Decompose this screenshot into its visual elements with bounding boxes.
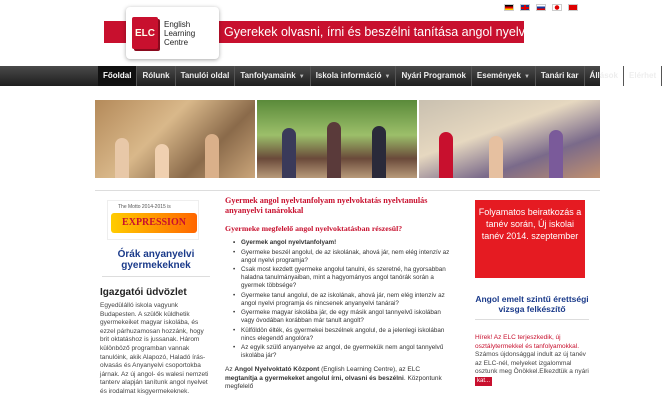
news-text: Számos újdonsággal indult az új tanév az ELC-nél, melyeket izgalommal osztunk meg Önökkel.Elkezdtük a nyári [475,351,589,376]
list-item: • Az egyik szülő anyanyelve az angol, de gyermekük nem angol tannyelvű iskolába jár? [225,344,451,360]
director-greeting-text: Egyedülálló iskola vagyunk Budapesten. A szülők küldhetik gyermekeiket magyar iskolába, és ezzel párhuzamosan hozzánk, hogy brit oktatáshoz is jussanak. Három különböző programban vannak tanulóink, akik Alapozó, Haladó írás-olvasás és Anyanyelvi csoportokba járnak. Az új angol- és walesi nemzeti tanterv alapján tanítunk angol nyelvet és irodalmat kisgyermekeknek. [100,302,209,395]
nav-label: Állások [589,71,619,80]
group-photo [257,100,417,178]
child-figure [439,132,453,178]
right-sidebar [475,200,589,386]
para-bold: Angol Nyelvoktató Központ [234,366,320,373]
para-text: . Központunk megfelelő [225,374,442,391]
motto-word: EXPRESSION [111,213,197,233]
child-figure [155,144,169,178]
banner-tagline: Gyerekek olvasni, írni és beszélni tanítása angol nyelven. [224,25,543,39]
list-item: • Gyermeke beszél angolul, de az iskolának, ahová jár, nem elég intenzív az angol nyelvi programja? [225,249,451,265]
nav-item-about[interactable] [137,66,175,86]
japanese-flag-icon[interactable] [552,4,562,11]
logo-line: English [164,19,191,29]
motto-banner[interactable] [107,200,199,240]
list-item: • Gyermeke magyar iskolába jár, de egy másik angol tannyelvű iskolában vagy óvodában korábban már tanult angolt? [225,309,451,325]
list-item: • Gyermeke tanul angolul, de az iskolának, ahová jár, nem elég intenzív az angol nyelvi programja és nincsenek anyanyelvi tanárai? [225,292,451,308]
native-lessons-link[interactable]: Órák anyanyelvi gyermekeknek [102,249,210,277]
nav-item-events[interactable] [472,66,536,86]
nav-item-summer[interactable] [396,66,471,86]
nav-item-home[interactable] [98,66,137,86]
logo-line: Learning [164,28,196,38]
nav-item-jobs[interactable] [585,66,624,86]
nav-label: Iskola információ [315,71,382,80]
chevron-down-icon: ▼ [298,74,305,80]
nav-item-staff[interactable] [536,66,585,86]
chinese-flag-icon[interactable] [568,4,578,11]
logo-text [164,20,195,47]
adult-figure [327,122,341,178]
para-bold: megtanítja a gyermekeket angolul írni, olvasni és beszélni [225,374,404,382]
nav-label: Nyári Programok [401,71,466,80]
para-text: Az [225,366,235,373]
exam-prep-link[interactable]: Angol emelt szintű érettségi vizsga felkészítő [475,294,589,320]
left-sidebar [100,200,218,397]
section-subtitle: Gyermeke megfelelő angol nyelvoktatásban részesül? [225,224,403,233]
nav-item-school-info[interactable] [311,66,397,86]
list-item: • Gyermek angol nyelvtanfolyam! [225,239,451,247]
logo-line: Centre [164,37,189,47]
director-greeting-title: Igazgatói üdvözlet [100,287,187,298]
classroom-photo [95,100,255,178]
child-figure [549,130,563,178]
news-headline-link[interactable]: Hírek! Az ELC terjeszkedik, új osztálytermekkel és tanfolyamokkal. [475,334,580,350]
photo-strip [95,100,600,178]
nav-label: Főoldal [103,71,132,80]
adult-figure [372,126,386,178]
question-list [225,239,451,360]
nav-label: Tanári kar [540,71,579,80]
motto-caption: The Motto 2014-2015 is [118,204,171,210]
book-logo-icon: ELC [132,17,158,49]
adult-figure [282,128,296,178]
list-item: • Csak most kezdett gyermeke angolul tanulni, és szeretné, ha gyorsabban haladna tanulmányaiban, mint a hagyományos angol tanórák során a gyermek többsége? [225,266,451,290]
news-snippet [475,334,589,386]
main-nav [0,66,657,86]
nav-label: Tanulói oldal [180,71,230,80]
chevron-down-icon: ▼ [523,74,530,80]
chevron-down-icon: ▼ [384,74,391,80]
list-item: • Külföldön élték, és gyermekei beszélnek angolul, de a jelenlegi iskolában nincs elegendő angolóra? [225,327,451,343]
site-logo[interactable] [126,7,219,59]
child-figure [115,138,129,178]
para-text: (English Learning Centre), az ELC [319,366,421,373]
child-figure [205,134,219,178]
german-flag-icon[interactable] [504,4,514,11]
russian-flag-icon[interactable] [536,4,546,11]
nav-label: Rólunk [142,71,170,80]
child-figure [489,136,503,178]
language-selector [504,4,578,11]
intro-paragraph [225,366,451,392]
nav-label: Események [476,71,521,80]
site-header [0,0,600,66]
nav-item-contact[interactable] [624,66,662,86]
english-flag-icon[interactable] [520,4,530,11]
main-content [225,196,451,392]
nav-label: Elérhet [629,71,657,80]
read-more-button[interactable]: kat... [477,377,491,384]
enrollment-box[interactable]: Folyamatos beiratkozás a tanév során, Új iskolai tanév 2014. szeptember [475,200,585,278]
page-title: Gyermek angol nyelvtanfolyam nyelvoktatás nyelvtanulás anyanyelvi tanárokkal [225,196,428,215]
header-banner [218,21,543,43]
nav-item-courses[interactable] [235,66,310,86]
children-dancing-photo [419,100,600,178]
nav-item-students[interactable] [176,66,236,86]
nav-label: Tanfolyamaink [240,71,296,80]
